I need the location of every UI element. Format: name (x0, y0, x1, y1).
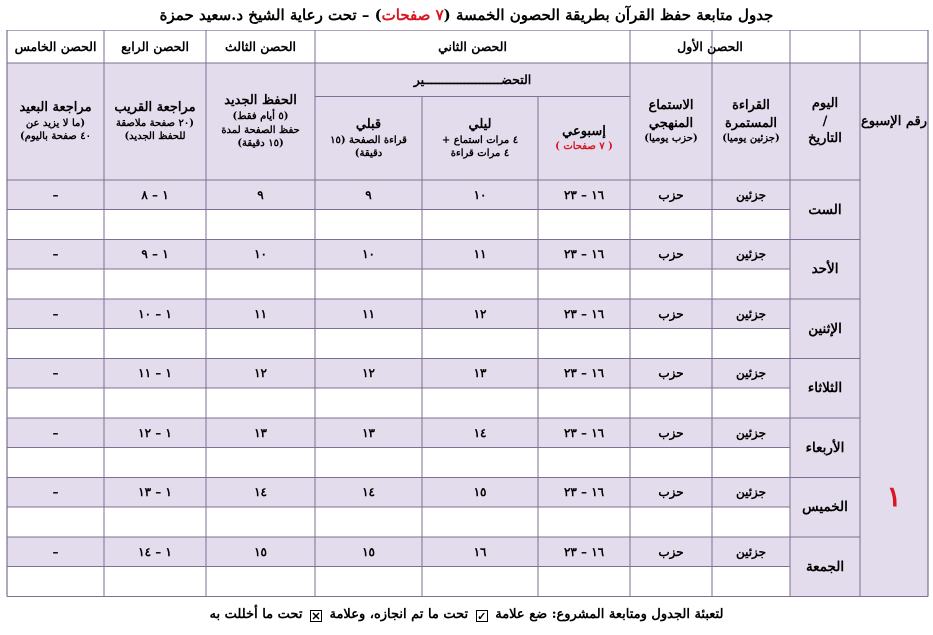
cont-cell-text: جزئين (735, 247, 767, 262)
newmem-cell (206, 418, 315, 448)
nightly-cell (422, 537, 538, 567)
cont-cell-text: جزئين (735, 187, 767, 202)
weekly-cell-text: ١٦ – ٢٣ (563, 306, 605, 321)
near-cell-text: ١ – ١٢ (138, 425, 172, 440)
far-cell-text: – (52, 306, 59, 321)
far-cell-text: – (52, 544, 59, 559)
listen-cell-text: حزب (658, 425, 684, 440)
continuous-reading-header-text: (جزئين يوميا) (722, 133, 780, 145)
newmem-cell (206, 359, 315, 389)
far-review-header-text: ٤٠ صفحة باليوم) (19, 131, 92, 143)
day-cell-text: الثلاثاء (807, 380, 843, 397)
newmem-cell-text: ١٥ (254, 544, 267, 559)
listen-cell (630, 299, 712, 329)
far-cell (7, 180, 104, 210)
week-number-header (860, 63, 928, 180)
weekly-cell-text: ١٦ – ٢٣ (563, 247, 605, 262)
far-cell (7, 478, 104, 508)
listening-header (630, 63, 712, 180)
far-cell-text: – (52, 187, 59, 202)
newmem-cell-text: ١٠ (254, 247, 267, 262)
footer-instructions (0, 600, 933, 630)
newmem-cell (206, 240, 315, 270)
pre-reading-header-text: قراءة الصفحة (١٥ (330, 134, 407, 146)
listen-cell (630, 359, 712, 389)
day-cell-text: الست (808, 201, 842, 218)
far-cell (7, 299, 104, 329)
near-cell (104, 359, 206, 389)
day-cell-text: الخميس (802, 499, 848, 516)
listen-cell-text: حزب (658, 187, 684, 202)
pre-cell-text: ١٥ (362, 544, 375, 559)
nightly-cell (422, 299, 538, 329)
nightly-header-text: ٤ مرات قراءة (450, 148, 510, 160)
near-cell-text: ١ – ١٣ (138, 485, 172, 500)
fort-2-header (315, 30, 630, 63)
far-cell (7, 359, 104, 389)
near-cell-text: ١ – ١٠ (138, 306, 172, 321)
day-date-header-text: / (822, 113, 828, 129)
newmem-cell (206, 299, 315, 329)
pre-cell (315, 359, 422, 389)
checkbox-check-icon: ✓ (477, 610, 487, 623)
far-review-header-text: (ما لا يزيد عن (25, 117, 86, 129)
weekly-cell-text: ١٦ – ٢٣ (563, 425, 605, 440)
far-cell-text: – (52, 366, 59, 381)
near-cell-text: ١ – ٨ (141, 187, 169, 202)
title-highlight: ٧ صفحات (381, 6, 444, 24)
listen-cell (630, 240, 712, 270)
weekly-cell-text: ١٦ – ٢٣ (563, 544, 605, 559)
newmem-cell-text: ١٣ (254, 425, 267, 440)
listen-cell (630, 537, 712, 567)
listen-cell-text: حزب (658, 366, 684, 381)
weekly-cell-text: ١٦ – ٢٣ (563, 485, 605, 500)
nightly-cell-text: ١٠ (473, 187, 487, 202)
weekly-cell (538, 537, 630, 567)
pre-cell (315, 418, 422, 448)
title-text-2: ) – تحت رعاية الشيخ د.سعيد حمزة (159, 6, 382, 24)
weekly-header (538, 97, 630, 181)
cont-cell-text: جزئين (735, 485, 767, 500)
weekly-cell-text: ١٦ – ٢٣ (563, 366, 605, 381)
checkbox-x-icon: ✕ (311, 610, 321, 623)
day-cell (790, 478, 860, 538)
pre-cell (315, 240, 422, 270)
listen-cell-text: حزب (658, 247, 684, 262)
new-memorization-header-text: (٥ أيام فقط) (232, 111, 289, 123)
cont-cell (712, 299, 790, 329)
near-review-header-text: للحفظ الجديد) (124, 131, 186, 143)
weekly-cell (538, 240, 630, 270)
near-cell (104, 537, 206, 567)
nightly-header (422, 97, 538, 181)
cont-cell-text: جزئين (735, 306, 767, 321)
newmem-cell (206, 537, 315, 567)
pre-cell-text: ١٣ (362, 425, 375, 440)
tracking-table (0, 30, 933, 597)
pre-cell (315, 537, 422, 567)
newmem-cell-text: ١٢ (254, 366, 267, 381)
near-cell-text: ١ – ١١ (138, 366, 172, 381)
newmem-cell (206, 478, 315, 508)
listen-cell (630, 478, 712, 508)
new-memorization-header-text: (١٥ دقيقة) (237, 138, 284, 150)
newmem-cell-text: ١١ (254, 306, 267, 321)
newmem-cell (206, 180, 315, 210)
day-cell-text: الجمعة (805, 558, 845, 575)
weekly-note: ( ٧ صفحات ) (555, 141, 613, 153)
listen-cell (630, 180, 712, 210)
pre-cell-text: ١٤ (362, 485, 375, 500)
pre-cell-text: ١٠ (362, 247, 375, 262)
footer-text-2: تحت ما تم انجازه، وعلامة (329, 607, 469, 622)
week-number-header-text: رقم الإسبوع (861, 113, 927, 129)
weekly-cell (538, 478, 630, 508)
cont-cell-text: جزئين (735, 544, 767, 559)
far-cell (7, 418, 104, 448)
pre-reading-header-text: دقيقة) (354, 148, 383, 160)
day-cell (790, 537, 860, 597)
listen-cell-text: حزب (658, 306, 684, 321)
listen-cell (630, 418, 712, 448)
weekly-header-text: إسبوعي (562, 123, 606, 139)
pre-cell-text: ١١ (362, 306, 375, 321)
fort-3-header (206, 30, 315, 63)
listen-cell-text: حزب (658, 485, 684, 500)
day-cell (790, 240, 860, 300)
day-date-header-text: اليوم (811, 96, 839, 112)
fort-4-header (104, 30, 206, 63)
near-review-header (104, 63, 206, 180)
day-cell-text: الأحد (811, 261, 839, 278)
day-cell (790, 359, 860, 419)
pre-cell-text: ٩ (365, 187, 372, 202)
newmem-cell-text: ١٤ (254, 485, 267, 500)
listen-cell-text: حزب (658, 544, 684, 559)
title-text-1: جدول متابعة حفظ القرآن بطريقة الحصون الخمسة ( (443, 6, 774, 24)
near-cell-text: ١ – ٩ (141, 247, 169, 262)
far-cell-text: – (52, 425, 59, 440)
cont-cell-text: جزئين (735, 366, 767, 381)
nightly-header-text: ليلي (468, 116, 492, 132)
new-memorization-header (206, 63, 315, 180)
day-cell-text: الأربعاء (805, 439, 845, 456)
day-cell (790, 299, 860, 359)
fort-5-header (7, 30, 104, 63)
nightly-header-text: ٤ مرات استماع + (441, 134, 519, 146)
week-mark: ١ (886, 480, 902, 513)
week-number-value (860, 180, 928, 597)
day-cell (790, 418, 860, 478)
near-cell (104, 240, 206, 270)
listening-header-text: (حزب يوميا) (644, 133, 698, 145)
pre-reading-header-text: قبلي (355, 116, 382, 132)
new-memorization-header-text: حفظ الصفحة لمدة (221, 124, 300, 136)
cont-cell (712, 537, 790, 567)
continuous-reading-header-text: القراءة المستمرة (724, 98, 778, 131)
nightly-cell (422, 240, 538, 270)
near-cell-text: ١ – ١٤ (138, 544, 172, 559)
near-cell (104, 478, 206, 508)
nightly-cell-text: ١٢ (473, 306, 487, 321)
day-date-header-text: التاريخ (808, 131, 842, 147)
weekly-cell (538, 299, 630, 329)
near-cell (104, 180, 206, 210)
fort-2-header-text: الحصن الثاني (438, 39, 507, 54)
near-cell (104, 418, 206, 448)
footer-text-1: لتعبئة الجدول ومتابعة المشروع: ضع علامة (495, 607, 724, 622)
cont-cell (712, 418, 790, 448)
nightly-cell (422, 180, 538, 210)
weekly-cell (538, 359, 630, 389)
far-cell (7, 240, 104, 270)
newmem-cell-text: ٩ (257, 187, 264, 202)
nightly-cell-text: ١٦ (473, 544, 487, 559)
near-review-header-text: مراجعة القريب (114, 100, 196, 116)
far-cell (7, 537, 104, 567)
far-review-header (7, 63, 104, 180)
weekly-cell (538, 418, 630, 448)
pre-cell (315, 299, 422, 329)
nightly-cell-text: ١١ (473, 247, 487, 262)
fort-3-header-text: الحصن الثالث (225, 39, 297, 54)
nightly-cell (422, 359, 538, 389)
far-review-header-text: مراجعة البعيد (19, 100, 92, 116)
nightly-cell-text: ١٤ (473, 425, 487, 440)
near-review-header-text: (٢٠ صفحة ملاصقة (115, 117, 195, 129)
footer-text-3: تحت ما أخللت به (209, 607, 303, 622)
continuous-reading-header (712, 63, 790, 180)
weekly-cell (538, 180, 630, 210)
listening-header-text: الاستماع المنهجي (648, 98, 694, 131)
weekly-cell-text: ١٦ – ٢٣ (563, 187, 605, 202)
nightly-cell (422, 478, 538, 508)
cont-cell-text: جزئين (735, 425, 767, 440)
day-cell (790, 180, 860, 240)
fort-1-header-text: الحصن الأول (677, 39, 743, 54)
day-date-header (790, 63, 860, 180)
fort-1-header (630, 30, 790, 63)
fort-4-header-text: الحصن الرابع (121, 39, 189, 54)
nightly-cell-text: ١٥ (473, 485, 487, 500)
day-cell-text: الإثنين (808, 320, 842, 337)
prep-header-text: التحضـــــــــــــــــــــير (413, 72, 532, 88)
pre-cell (315, 180, 422, 210)
cont-cell (712, 180, 790, 210)
near-cell (104, 299, 206, 329)
pre-reading-header (315, 97, 422, 181)
cont-cell (712, 240, 790, 270)
prep-header (315, 63, 630, 97)
far-cell-text: – (52, 485, 59, 500)
cont-cell (712, 359, 790, 389)
cont-cell (712, 478, 790, 508)
new-memorization-header-text: الحفظ الجديد (224, 93, 297, 109)
fort-5-header-text: الحصن الخامس (14, 39, 97, 54)
nightly-cell (422, 418, 538, 448)
pre-cell (315, 478, 422, 508)
page-title (0, 0, 933, 30)
nightly-cell-text: ١٣ (473, 366, 487, 381)
pre-cell-text: ١٢ (362, 366, 375, 381)
far-cell-text: – (52, 247, 59, 262)
